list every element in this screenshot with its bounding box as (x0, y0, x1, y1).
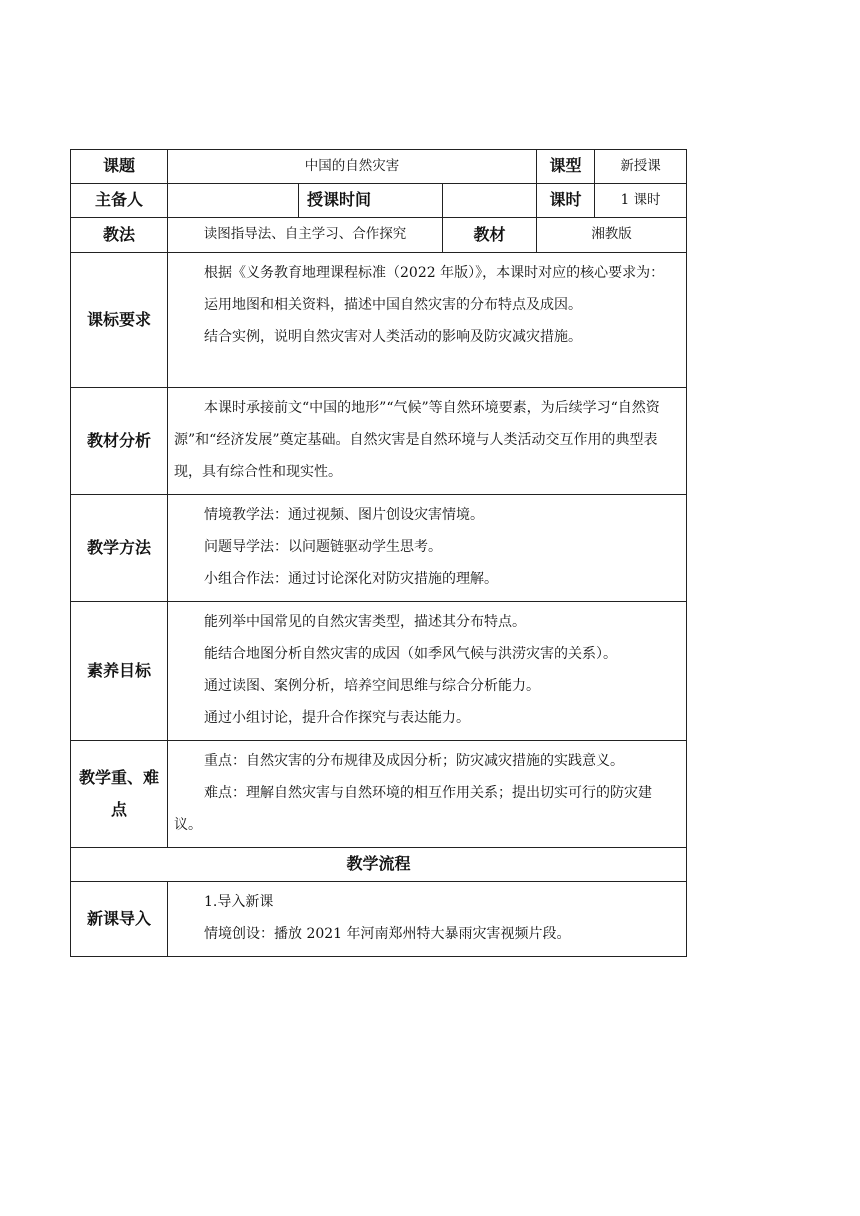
paragraph: 问题导学法：以问题链驱动学生思考。 (204, 539, 442, 555)
row-method (71, 218, 687, 253)
lesson-plan-document (70, 149, 686, 957)
hours-value: 1 课时 (595, 184, 687, 218)
section-competency-goals (71, 602, 687, 741)
section-textbook-analysis (71, 388, 687, 495)
paragraph: 根据《义务教育地理课程标准（2022 年版）》，本课时对应的核心要求为： (204, 265, 665, 281)
paragraph: 能结合地图分析自然灾害的成因（如季风气候与洪涝灾害的关系）。 (204, 646, 617, 662)
paragraph: 1.导入新课 (204, 894, 274, 910)
section-new-lesson-intro (71, 882, 687, 957)
section-label: 素养目标 (71, 602, 168, 741)
method-value: 读图指导法、自主学习、合作探究 (168, 218, 443, 253)
section-content (168, 741, 687, 848)
lead-label: 主备人 (71, 184, 168, 218)
paragraph: 情境教学法：通过视频、图片创设灾害情境。 (204, 507, 484, 523)
paragraph: 结合实例，说明自然灾害对人类活动的影响及防灾减灾措施。 (204, 329, 582, 345)
hours-label: 课时 (537, 184, 595, 218)
topic-label: 课题 (71, 150, 168, 184)
time-value (443, 184, 537, 218)
section-content (168, 882, 687, 957)
section-content (168, 602, 687, 741)
section-label: 新课导入 (71, 882, 168, 957)
paragraph: 本课时承接前文“中国的地形”“气候”等自然环境要素，为后续学习“自然资源”和“经济发展”奠定基础。自然灾害是自然环境与人类活动交互作用的典型表现，具有综合性和现实性。 (174, 400, 660, 480)
paragraph: 难点：理解自然灾害与自然环境的相互作用关系；提出切实可行的防灾建议。 (174, 785, 652, 833)
textbook-label: 教材 (443, 218, 537, 253)
paragraph: 通过小组讨论，提升合作探究与表达能力。 (204, 710, 470, 726)
row-lead (71, 184, 687, 218)
section-label: 教学方法 (71, 495, 168, 602)
lead-value (168, 184, 299, 218)
teaching-flow-header: 教学流程 (71, 848, 687, 882)
section-key-difficult-points (71, 741, 687, 848)
time-label: 授课时间 (299, 184, 443, 218)
type-label: 课型 (537, 150, 595, 184)
row-topic (71, 150, 687, 184)
section-label (71, 741, 168, 848)
lesson-plan-table (70, 149, 687, 957)
row-teaching-flow (71, 848, 687, 882)
paragraph: 重点：自然灾害的分布规律及成因分析；防灾减灾措施的实践意义。 (204, 753, 624, 769)
section-teaching-methods (71, 495, 687, 602)
method-label: 教法 (71, 218, 168, 253)
textbook-value: 湘教版 (537, 218, 687, 253)
section-content (168, 388, 687, 495)
section-label: 教材分析 (71, 388, 168, 495)
paragraph: 运用地图和相关资料，描述中国自然灾害的分布特点及成因。 (204, 297, 582, 313)
type-value: 新授课 (595, 150, 687, 184)
section-label: 课标要求 (71, 253, 168, 388)
paragraph: 小组合作法：通过讨论深化对防灾措施的理解。 (204, 571, 498, 587)
section-label-line: 点 (110, 800, 127, 819)
topic-value: 中国的自然灾害 (168, 150, 537, 184)
section-content (168, 495, 687, 602)
section-curriculum-standard (71, 253, 687, 388)
paragraph: 情境创设：播放 2021 年河南郑州特大暴雨灾害视频片段。 (204, 926, 571, 942)
section-content (168, 253, 687, 388)
paragraph: 通过读图、案例分析，培养空间思维与综合分析能力。 (204, 678, 540, 694)
section-label-line: 教学重、难 (78, 768, 159, 787)
paragraph: 能列举中国常见的自然灾害类型，描述其分布特点。 (204, 614, 526, 630)
